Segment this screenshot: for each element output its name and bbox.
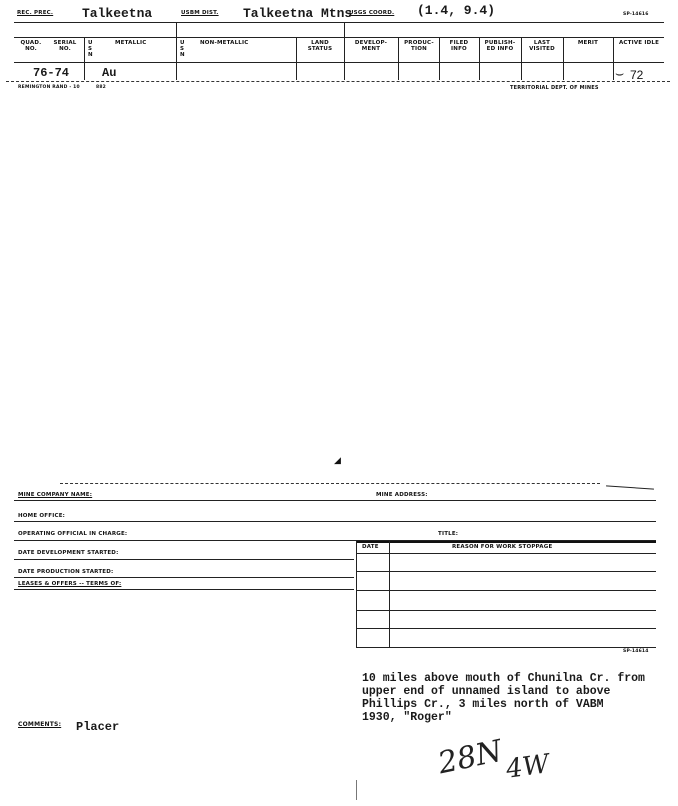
table-row-line (356, 647, 656, 648)
divider (521, 37, 522, 80)
table-top-line (356, 541, 656, 543)
col-published-info: PUBLISH- ED INFO (484, 40, 516, 52)
lower-form-code: SP-14614 (623, 649, 649, 654)
col-serial-no: SERIAL NO. (53, 40, 77, 52)
mine-address-label: MINE ADDRESS: (376, 492, 428, 498)
row-line (14, 500, 656, 501)
divider (613, 37, 614, 80)
operating-official-label: OPERATING OFFICIAL IN CHARGE: (18, 531, 128, 537)
cut-line (6, 81, 670, 82)
location-line-4: 1930, "Roger" (362, 711, 452, 724)
divider (176, 22, 177, 80)
date-column-header: DATE (362, 544, 379, 550)
date-development-label: DATE DEVELOPMENT STARTED: (18, 550, 119, 556)
usgs-coord-value: (1.4, 9.4) (417, 3, 496, 18)
quad-serial-value: 76-74 (33, 66, 70, 80)
leases-label: LEASES & OFFERS -- TERMS OF: (18, 581, 122, 587)
column-header-bottom-line (14, 62, 664, 63)
scan-mark: ◢ (334, 455, 341, 465)
location-line-3: Phillips Cr., 3 miles north of VABM (362, 698, 604, 711)
home-office-label: HOME OFFICE: (18, 513, 66, 519)
table-row-line (356, 628, 656, 629)
col-usn-metallic: U S N (88, 40, 93, 58)
table-row-line (356, 553, 656, 554)
location-line-1: 10 miles above mouth of Chunilna Cr. from (362, 672, 645, 685)
comments-label: COMMENTS: (18, 721, 62, 728)
divider (439, 37, 440, 80)
table-column-divider (389, 541, 390, 647)
last-visited-year: 72 (630, 68, 644, 82)
rec-prec-value: Talkeetna (82, 6, 153, 21)
col-development: DEVELOP- MENT (354, 40, 388, 52)
remington-code: 882 (96, 85, 106, 90)
col-usn-nonmetallic: U S N (180, 40, 185, 58)
reason-column-header: REASON FOR WORK STOPPAGE (452, 544, 553, 550)
divider (296, 37, 297, 80)
col-non-metallic: NON-METALLIC (200, 40, 249, 46)
col-production: PRODUC- TION (404, 40, 434, 52)
metallic-value: Au (102, 66, 117, 80)
col-active-idle: ACTIVE IDLE (618, 40, 660, 46)
col-metallic: METALLIC (115, 40, 147, 46)
table-row-line (356, 571, 656, 572)
title-label: TITLE: (438, 531, 459, 537)
row-line (14, 521, 656, 522)
usgs-coord-label: USGS COORD. (349, 10, 395, 16)
divider (479, 37, 480, 80)
form-code: SP-14616 (623, 12, 649, 17)
usbm-dist-label: USBM DIST. (181, 10, 219, 16)
handwritten-range: 4W (504, 749, 552, 785)
department-label: TERRITORIAL DEPT. OF MINES (510, 85, 599, 91)
table-row-line (356, 590, 656, 591)
header-row-line (14, 37, 664, 38)
scan-mark (606, 485, 654, 489)
divider (563, 37, 564, 80)
table-left-line (356, 540, 357, 648)
col-land-status: LAND STATUS (307, 40, 333, 52)
handwritten-township: 28N (435, 733, 506, 782)
cut-line (60, 483, 600, 484)
mine-company-name-label: MINE COMPANY NAME: (18, 492, 93, 498)
col-filed-info: FILED INFO (449, 40, 469, 52)
active-idle-mark: ⌣ (615, 66, 625, 82)
row-line (14, 559, 354, 560)
col-merit: MERIT (577, 40, 599, 46)
divider (398, 37, 399, 80)
remington-label: REMINGTON RAND - 10 (18, 85, 80, 90)
date-production-label: DATE PRODUCTION STARTED: (18, 569, 114, 575)
rec-prec-label: REC. PREC. (17, 10, 54, 16)
divider (344, 22, 345, 80)
usbm-dist-value: Talkeetna Mtns (243, 6, 353, 21)
row-line (14, 589, 354, 590)
header-underline (14, 22, 664, 23)
divider (84, 37, 85, 80)
col-quad-no: QUAD. NO. (20, 40, 42, 52)
divider (356, 780, 357, 800)
col-last-visited: LAST VISITED (529, 40, 555, 52)
location-line-2: upper end of unnamed island to above (362, 685, 611, 698)
comments-value: Placer (76, 720, 120, 734)
table-row-line (356, 610, 656, 611)
row-line (14, 577, 354, 578)
